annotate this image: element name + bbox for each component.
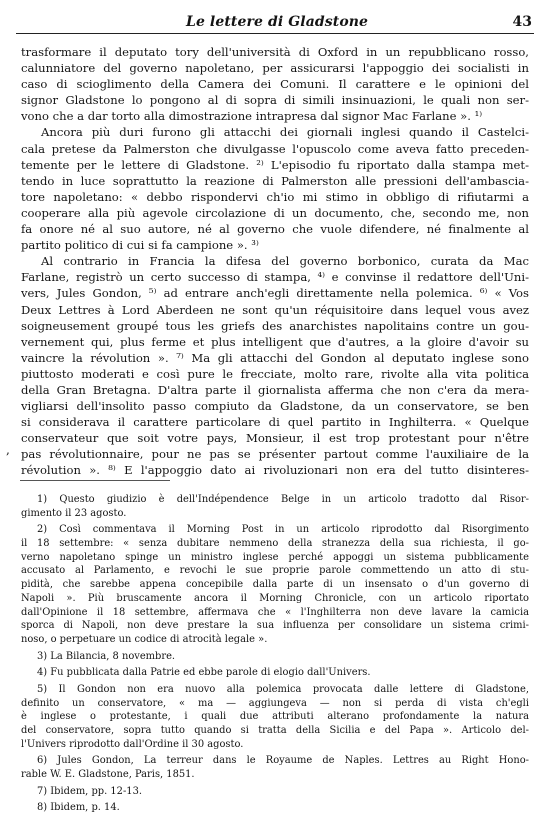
footnotes — [21, 493, 529, 818]
footnote-line: definito un conservatore, « ma — aggiungeva — non si perda di vista ch'egli — [21, 697, 529, 709]
footnote-1 — [21, 493, 529, 520]
running-title: Le lettere di Gladstone — [186, 14, 369, 30]
body-line: Ancora più duri furono gli attacchi dei giornali inglesi quando il Castelci- — [41, 125, 529, 140]
footnote-line: 6) Jules Gondon, La terreur dans le Royaume de Naples. Lettres au Right Hono- — [37, 755, 529, 767]
footnote-line: pidità, che sarebbe appena concepibile dalla parte di un insensato o d'un governo di — [21, 579, 529, 591]
footnote-line: l'Univers riprodotto dall'Ordine il 30 agosto. — [21, 738, 244, 750]
footnote-6 — [21, 754, 529, 781]
body-line: signor Gladstone lo pongono al di sopra di simili insinuazioni, le quali non ser- — [21, 93, 529, 108]
body-line: si considerava il carattere particolare di quel partito in Inghilterra. « Quelque — [21, 415, 529, 430]
body-line: soigneusement groupé tous les griefs des anarchistes napolitains contre un gou- — [21, 318, 529, 333]
body-line: pas révolutionnaire, pour ne pas se présenter partout comme l'auxiliaire de la — [21, 447, 529, 462]
body-line: calunniatore del governo napoletano, per assicurarsi l'appoggio dei socialisti in — [21, 61, 529, 76]
footnote-7 — [21, 785, 529, 799]
footnote-rule — [20, 480, 170, 481]
body-line: Al contrario in Francia la difesa del governo borbonico, curata da Mac — [41, 254, 529, 269]
footnote-line: 7) Ibidem, pp. 12-13. — [37, 785, 142, 797]
body-line: Farlane, registrò un certo successo di stampa, ⁴⁾ e convinse il redattore dell'Uni- — [21, 270, 529, 285]
body-line: Deux Lettres à Lord Aberdeen ne sont qu'un réquisitoire dans lequel vous avez — [21, 302, 529, 317]
footnote-2 — [21, 523, 529, 646]
body-text — [21, 44, 529, 479]
body-line: vers, Jules Gondon, ⁵⁾ ad entrare anch'egli direttamente nella polemica. ⁶⁾ « Vos — [21, 286, 529, 301]
body-line: vono che a dar torto alla dimostrazione intrapresa dal signor Mac Farlane ». ¹⁾ — [21, 109, 483, 124]
body-line: vernement qui, plus ferme et plus intelligent que d'autres, a la gloire d'avoir su — [21, 334, 529, 349]
footnote-line: Napoli ». Più bruscamente ancora il Morning Chronicle, con un articolo riportato — [21, 592, 529, 604]
body-line: cala pretese da Palmerston che divulgasse l'opuscolo come aveva fatto preceden- — [21, 141, 529, 156]
footnote-line: sporca di Napoli, non deve prestare la sua influenza per consolidare un sistema crimi- — [21, 620, 529, 632]
margin-mark: , — [6, 443, 10, 457]
body-line: révolution ». ⁸⁾ E l'appoggio dato ai rivoluzionari non era del tutto disinteres- — [21, 463, 529, 478]
header-rule — [16, 33, 534, 34]
footnote-line: 4) Fu pubblicata dalla Patrie ed ebbe parole di elogio dall'Univers. — [37, 667, 371, 679]
footnote-line: gimento il 23 agosto. — [21, 507, 127, 519]
body-line: temente per le lettere di Gladstone. ²⁾ L'episodio fu riportato dalla stampa met- — [21, 157, 529, 172]
body-line: caso di scioglimento della Camera dei Comuni. Il carattere e le opinioni del — [21, 77, 529, 92]
body-line: della Gran Bretagna. D'altra parte il giornalista afferma che non c'era da mera- — [21, 382, 529, 397]
footnote-line: del conservatore, sopra tutto quando si tratta della Sicilia e del Papa ». Articolo del- — [21, 725, 529, 736]
footnote-line: 3) La Bilancia, 8 novembre. — [37, 650, 176, 662]
footnote-line: verno napoletano spinge un ministro inglese perché appoggi un sistema pubblicamente — [21, 551, 529, 563]
footnote-8 — [21, 801, 529, 815]
body-line: piuttosto moderati e così pure le frecciate, molto rare, rivolte alla vita politica — [21, 366, 529, 381]
footnote-4 — [21, 666, 529, 680]
body-line: vaincre la révolution ». ⁷⁾ Ma gli attacchi del Gondon al deputato inglese sono — [21, 350, 529, 365]
footnote-5 — [21, 683, 529, 751]
footnote-line: rable W. E. Gladstone, Paris, 1851. — [21, 769, 195, 781]
footnote-line: 2) Così commentava il Morning Post in un articolo riprodotto dal Risorgimento — [37, 524, 529, 536]
footnote-line: 8) Ibidem, p. 14. — [37, 802, 120, 814]
body-line: tendo in luce soprattutto la reazione di Palmerston alle pressioni dell'ambascia- — [21, 173, 529, 188]
body-line: conservateur que soit votre pays, Monsieur, il est trop protestant pour n'être — [21, 431, 529, 446]
body-line: trasformare il deputato tory dell'università di Oxford in un repubblicano rosso, — [21, 45, 529, 59]
body-line: tore napoletano: « debbo rispondervi ch'io mi stimo in obbligo di rifiutarmi a — [21, 189, 529, 204]
footnote-line: il 18 settembre: « senza dubitare nemmeno della stranezza della sua richiesta, il go- — [21, 538, 529, 550]
body-line: partito politico di cui si fa campione ». ³⁾ — [21, 238, 259, 253]
body-line: fa onore né al suo autore, né al governo che vuole difendere, né finalmente al — [21, 222, 529, 237]
body-line: vigliarsi dell'insolito passo compiuto da Gladstone, da un conservatore, se ben — [21, 399, 529, 414]
footnote-line: noso, o perpetuare un codice di atrocità legale ». — [21, 633, 268, 645]
footnote-line: 5) Il Gondon non era nuovo alla polemica provocata dalle lettere di Gladstone, — [37, 683, 529, 695]
footnote-line: dall'Opinione il 18 settembre, affermava che « l'Inghilterra non deve lavare la camicia — [21, 606, 529, 618]
footnote-3 — [21, 650, 529, 664]
footnote-line: accusato al Parlamento, e revochi le sue proprie parole commettendo un atto di stu- — [21, 565, 529, 577]
body-line: cooperare alla più agevole circolazione di un documento, che, secondo me, non — [21, 205, 529, 220]
page-number: 43 — [512, 14, 532, 30]
footnote-line: è inglese o protestante, i quali due attributi alterano profondamente la natura — [21, 711, 529, 723]
footnote-line: 1) Questo giudizio è dell'Indépendence Belge in un articolo tradotto dal Risor- — [37, 494, 529, 505]
